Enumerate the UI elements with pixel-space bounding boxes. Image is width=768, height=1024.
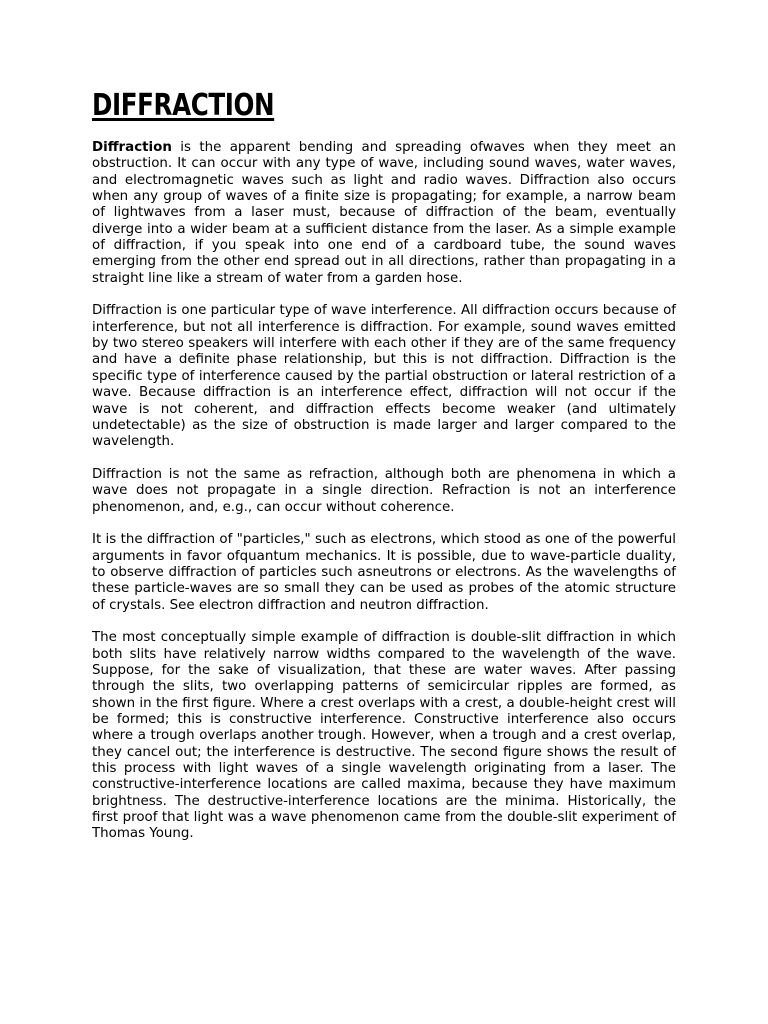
paragraph-3 <box>92 467 676 516</box>
paragraph-text: is the apparent bending and spreading ofwaves when they meet an obstruction. It can occur with any type of wave, including sound waves, water waves, and electromagnetic waves such as light and radio waves. Diffraction also occurs when any group of waves of a finite size is propagating; for example, a narrow beam of lightwaves from a laser must, because of diffraction of the beam, eventually diverge into a wider beam at a sufficient distance from the laser. As a simple example of diffraction, if you speak into one end of a cardboard tube, the sound waves emerging from the other end spread out in all directions, rather than propagating in a straight line like a stream of water from a garden hose. <box>92 140 676 286</box>
paragraph-4 <box>92 532 676 614</box>
paragraph-text: The most conceptually simple example of diffraction is double-slit diffraction in which both slits have relatively narrow widths compared to the wavelength of the wave. Suppose, for the sake of visualization, that these are water waves. After passing through the slits, two overlapping patterns of semicircular ripples are formed, as shown in the first figure. Where a crest overlaps with a crest, a double-height crest will be formed; this is constructive interference. Constructive interference also occurs where a trough overlaps another trough. However, when a trough and a crest overlap, they cancel out; the interference is destructive. The second figure shows the result of this process with light waves of a single wavelength originating from a laser. The constructive-interference locations are called maxima, because they have maximum brightness. The destructive-interference locations are the minima. Historically, the first proof that light was a wave phenomenon came from the double-slit experiment of Thomas Young. <box>92 630 676 842</box>
paragraph-lead-term: Diffraction <box>92 140 172 155</box>
paragraph-text: It is the diffraction of "particles," such as electrons, which stood as one of the powerful arguments in favor ofquantum mechanics. It is possible, due to wave-particle duality, to observe diffraction of particles such asneutrons or electrons. As the wavelengths of these particle-waves are so small they can be used as probes of the atomic structure of crystals. See electron diffraction and neutron diffraction. <box>92 532 676 613</box>
paragraph-1 <box>92 140 676 287</box>
paragraph-text: Diffraction is not the same as refraction, although both are phenomena in which a wave does not propagate in a single direction. Refraction is not an interference phenomenon, and, e.g., can occur without coherence. <box>92 466 676 515</box>
document-body <box>92 140 676 859</box>
paragraph-text: Diffraction is one particular type of wave interference. All diffraction occurs because of interference, but not all interference is diffraction. For example, sound waves emitted by two stereo speakers will interfere with each other if they are of the same frequency and have a definite phase relationship, but this is not diffraction. Diffraction is the specific type of interference caused by the partial obstruction or lateral restriction of a wave. Because diffraction is an interference effect, diffraction will not occur if the wave is not coherent, and diffraction effects become weaker (and ultimately undetectable) as the size of obstruction is made larger and larger compared to the wavelength. <box>92 303 676 450</box>
paragraph-2 <box>92 303 676 450</box>
paragraph-5 <box>92 630 676 842</box>
document-title: DIFFRACTION <box>92 88 275 123</box>
